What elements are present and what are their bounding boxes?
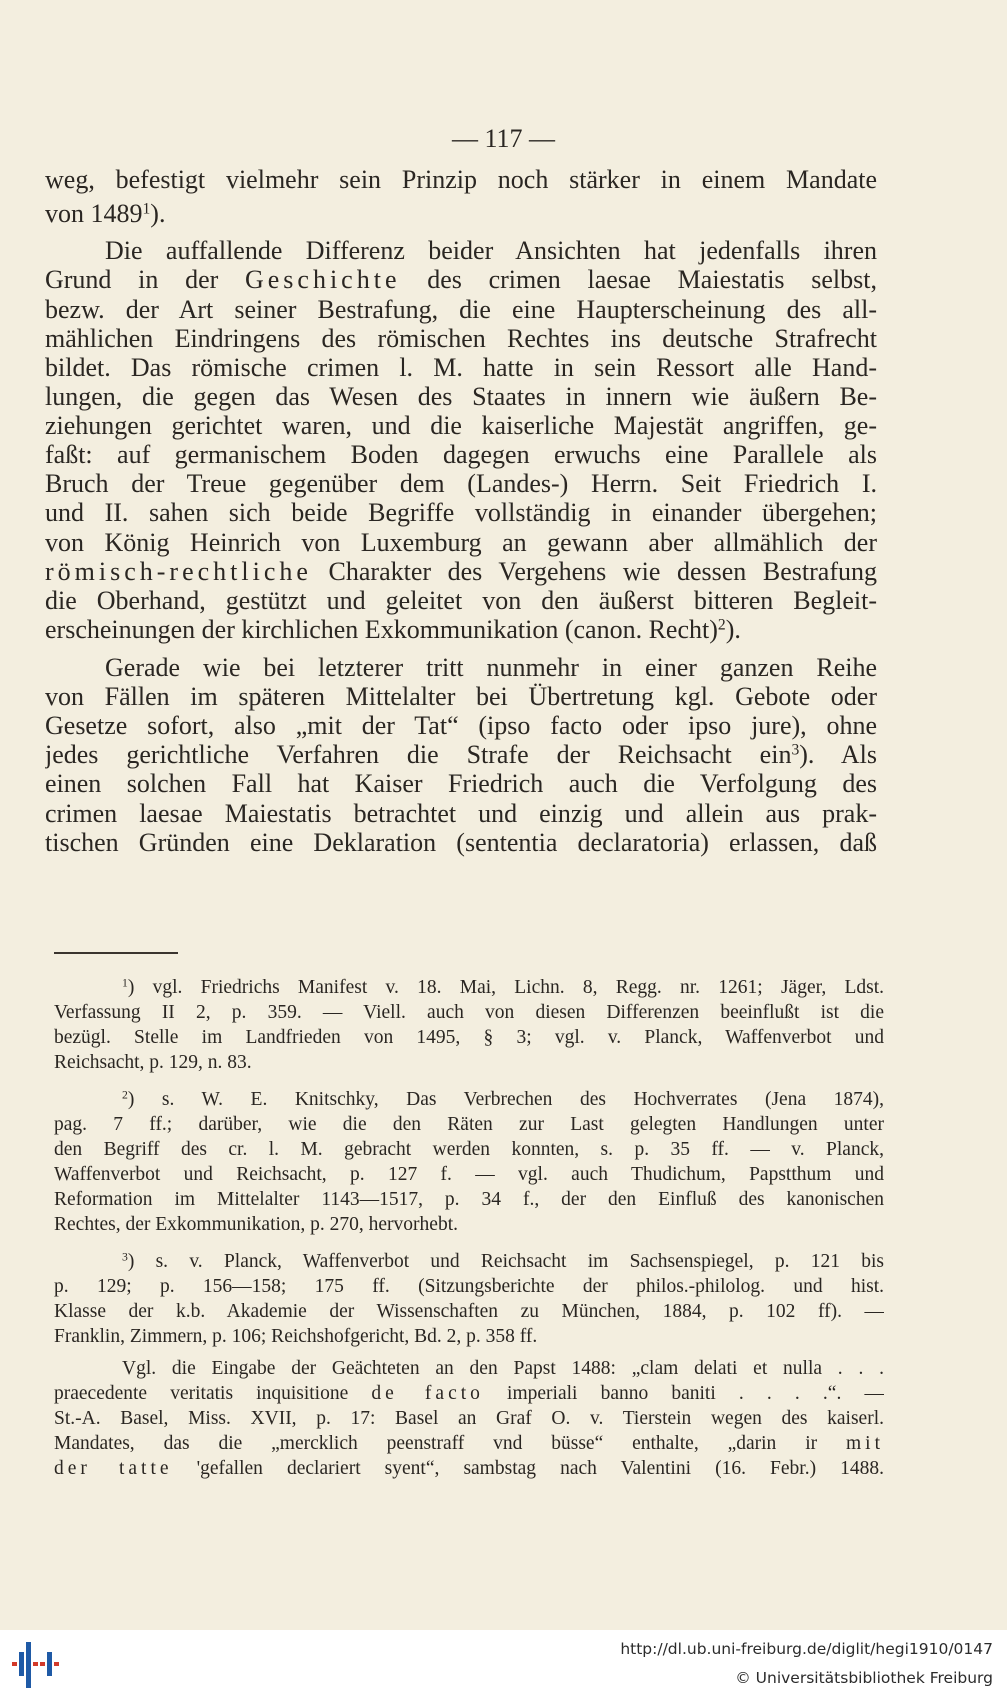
footnote-line (54, 1163, 884, 1189)
text-segment: jedes gerichtliche Verfahren die Strafe der Reichsacht ein (45, 740, 792, 769)
footnote-line (54, 1432, 884, 1458)
text-segment: mählichen Eindringens des römischen Rechtes ins deutsche Strafrecht (45, 324, 877, 353)
letterspaced-emphasis: der tatte (54, 1458, 173, 1479)
footnote-line (54, 1188, 884, 1214)
text-segment: Gerade wie bei letzterer tritt nunmehr in einer ganzen Reihe (105, 653, 877, 682)
footnote-line (54, 1088, 884, 1114)
footnote-line (54, 1275, 884, 1301)
footnote-line (54, 1457, 884, 1483)
footnote-line (54, 1113, 884, 1139)
footnote-marker[interactable]: 3 (791, 741, 800, 759)
text-segment: weg, befestigt vielmehr sein Prinzip noch stärker in einem Mandate (45, 165, 877, 194)
text-segment: tischen Gründen eine Deklaration (sententia declaratoria) erlassen, daß (45, 828, 877, 857)
footnote-line (54, 1357, 884, 1383)
copyright-notice: © Universitätsbibliothek Freiburg (735, 1669, 993, 1687)
footnote-marker[interactable]: 1 (142, 200, 151, 218)
text-segment: ) vgl. Friedrichs Manifest v. 18. Mai, Lichn. 8, Regg. nr. 1261; Jäger, Ldst. (127, 977, 884, 998)
body-line (45, 768, 877, 802)
text-segment: Bruch der Treue gegenüber dem (Landes-) Herrn. Seit Friedrich I. (45, 469, 877, 498)
text-segment: die Oberhand, gestützt und geleitet von den äußerst bitteren Begleit- (45, 586, 877, 615)
footnote-line (54, 1325, 884, 1351)
footnote-line (54, 1407, 884, 1433)
text-segment: Vgl. die Eingabe der Geächteten an den Papst 1488: „clam delati et nulla . . . (122, 1358, 884, 1379)
footnote-separator (54, 952, 178, 954)
text-segment: den Begriff des cr. l. M. gebracht werden konnten, s. p. 35 ff. — v. Planck, (54, 1139, 884, 1160)
text-segment: faßt: auf germanischem Boden dagegen erwuchs eine Parallele als (45, 440, 877, 469)
text-segment: ) s. W. E. Knitschky, Das Verbrechen des Hochverrates (Jena 1874), (127, 1089, 884, 1110)
text-segment: ). (725, 615, 741, 644)
footnote-line (54, 1026, 884, 1052)
text-segment: von Fällen im späteren Mittelalter bei Übertretung kgl. Gebote oder (45, 682, 877, 711)
footnote-line (54, 1138, 884, 1164)
text-segment: und II. sahen sich beide Begriffe vollständig in einander übergehen; (45, 498, 877, 527)
footnote-line (54, 1250, 884, 1276)
footnote-line (54, 1213, 884, 1239)
page-number: — 117 — (451, 124, 556, 153)
body-line (45, 264, 877, 298)
text-segment: Waffenverbot und Reichsacht, p. 127 f. — vgl. auch Thudichum, Papstthum und (54, 1164, 884, 1185)
library-logo-icon (6, 1638, 66, 1690)
text-segment: Verfassung II 2, p. 359. — Viell. auch von diesen Differenzen beeinflußt ist die (54, 1002, 884, 1023)
source-url-link[interactable]: http://dl.ub.uni-freiburg.de/diglit/hegi1910/0147 (620, 1640, 993, 1658)
text-segment: ). (150, 199, 166, 228)
body-line (45, 614, 877, 648)
footer-bar (0, 1630, 1007, 1697)
text-segment: Die auffallende Differenz beider Ansichten hat jedenfalls ihren (105, 236, 877, 265)
footnote-line (54, 976, 884, 1002)
text-segment: Franklin, Zimmern, p. 106; Reichshofgericht, Bd. 2, p. 358 ff. (54, 1326, 538, 1347)
letterspaced-emphasis: mit (845, 1433, 884, 1454)
body-line (45, 198, 877, 232)
text-segment: erscheinungen der kirchlichen Exkommunikation (canon. Recht) (45, 615, 718, 644)
text-segment: ziehungen gerichtet waren, und die kaiserliche Majestät angriffen, ge- (45, 411, 877, 440)
text-segment: bezügl. Stelle im Landfrieden von 1495, § 3; vgl. v. Planck, Waffenverbot und (54, 1027, 884, 1048)
text-segment: Gesetze sofort, also „mit der Tat“ (ipso facto oder ipso jure), ohne (45, 711, 877, 740)
text-segment: Grund in der (45, 265, 245, 294)
letterspaced-emphasis: de facto (371, 1383, 484, 1404)
footnote-line (54, 1300, 884, 1326)
footnote-number: 1 (122, 976, 128, 990)
text-segment: von 1489 (45, 199, 143, 228)
text-segment: Reformation im Mittelalter 1143—1517, p. 34 f., der den Einfluß des kanonischen (54, 1189, 884, 1210)
text-segment: bildet. Das römische crimen l. M. hatte in sein Ressort alle Hand- (45, 353, 877, 382)
footnote-number: 3 (122, 1250, 128, 1264)
text-segment: des crimen laesae Maiestatis selbst, (400, 265, 877, 294)
body-line (45, 827, 877, 861)
body-line (45, 497, 877, 531)
footnote-number: 2 (122, 1088, 128, 1102)
letterspaced-emphasis: Geschichte (244, 265, 401, 294)
text-segment: Reichsacht, p. 129, n. 83. (54, 1052, 252, 1073)
text-segment: crimen laesae Maiestatis betrachtet und einzig und allein aus prak- (45, 799, 877, 828)
footnote-marker[interactable]: 2 (717, 616, 726, 634)
text-segment: Mandates, das die „mercklich peenstraff vnd büsse“ enthalte, „darin ir (54, 1433, 846, 1454)
text-segment: pag. 7 ff.; darüber, wie die den Räten zur Last gelegten Handlungen unter (54, 1114, 884, 1135)
footnote-line (54, 1051, 884, 1077)
text-segment: ). Als (799, 740, 877, 769)
text-segment: bezw. der Art seiner Bestrafung, die eine Haupterscheinung des all- (45, 295, 877, 324)
text-segment: St.-A. Basel, Miss. XVII, p. 17: Basel an Graf O. v. Tierstein wegen des kaiserl. (54, 1408, 884, 1429)
text-segment: einen solchen Fall hat Kaiser Friedrich auch die Verfolgung des (45, 769, 877, 798)
text-segment: lungen, die gegen das Wesen des Staates in innern wie äußern Be- (45, 382, 877, 411)
letterspaced-emphasis: römisch-rechtliche (45, 557, 312, 586)
text-segment: p. 129; p. 156—158; 175 ff. (Sitzungsberichte der philos.-philolog. und hist. (54, 1276, 884, 1297)
text-segment: imperiali banno baniti . . . .“. — (483, 1383, 884, 1404)
text-segment: 'gefallen declariert syent“, sambstag nach Valentini (16. Febr.) 1488. (172, 1458, 884, 1479)
text-segment: Charakter des Vergehens wie dessen Bestrafung (311, 557, 877, 586)
body-line (45, 164, 877, 198)
text-segment: praecedente veritatis inquisitione (54, 1383, 372, 1404)
text-segment: ) s. v. Planck, Waffenverbot und Reichsacht im Sachsenspiegel, p. 121 bis (127, 1251, 884, 1272)
text-segment: Rechtes, der Exkommunikation, p. 270, hervorhebt. (54, 1214, 458, 1235)
text-segment: Klasse der k.b. Akademie der Wissenschaften zu München, 1884, p. 102 ff). — (54, 1301, 884, 1322)
footnote-line (54, 1382, 884, 1408)
footnote-line (54, 1001, 884, 1027)
text-segment: von König Heinrich von Luxemburg an gewann aber allmählich der (45, 528, 877, 557)
